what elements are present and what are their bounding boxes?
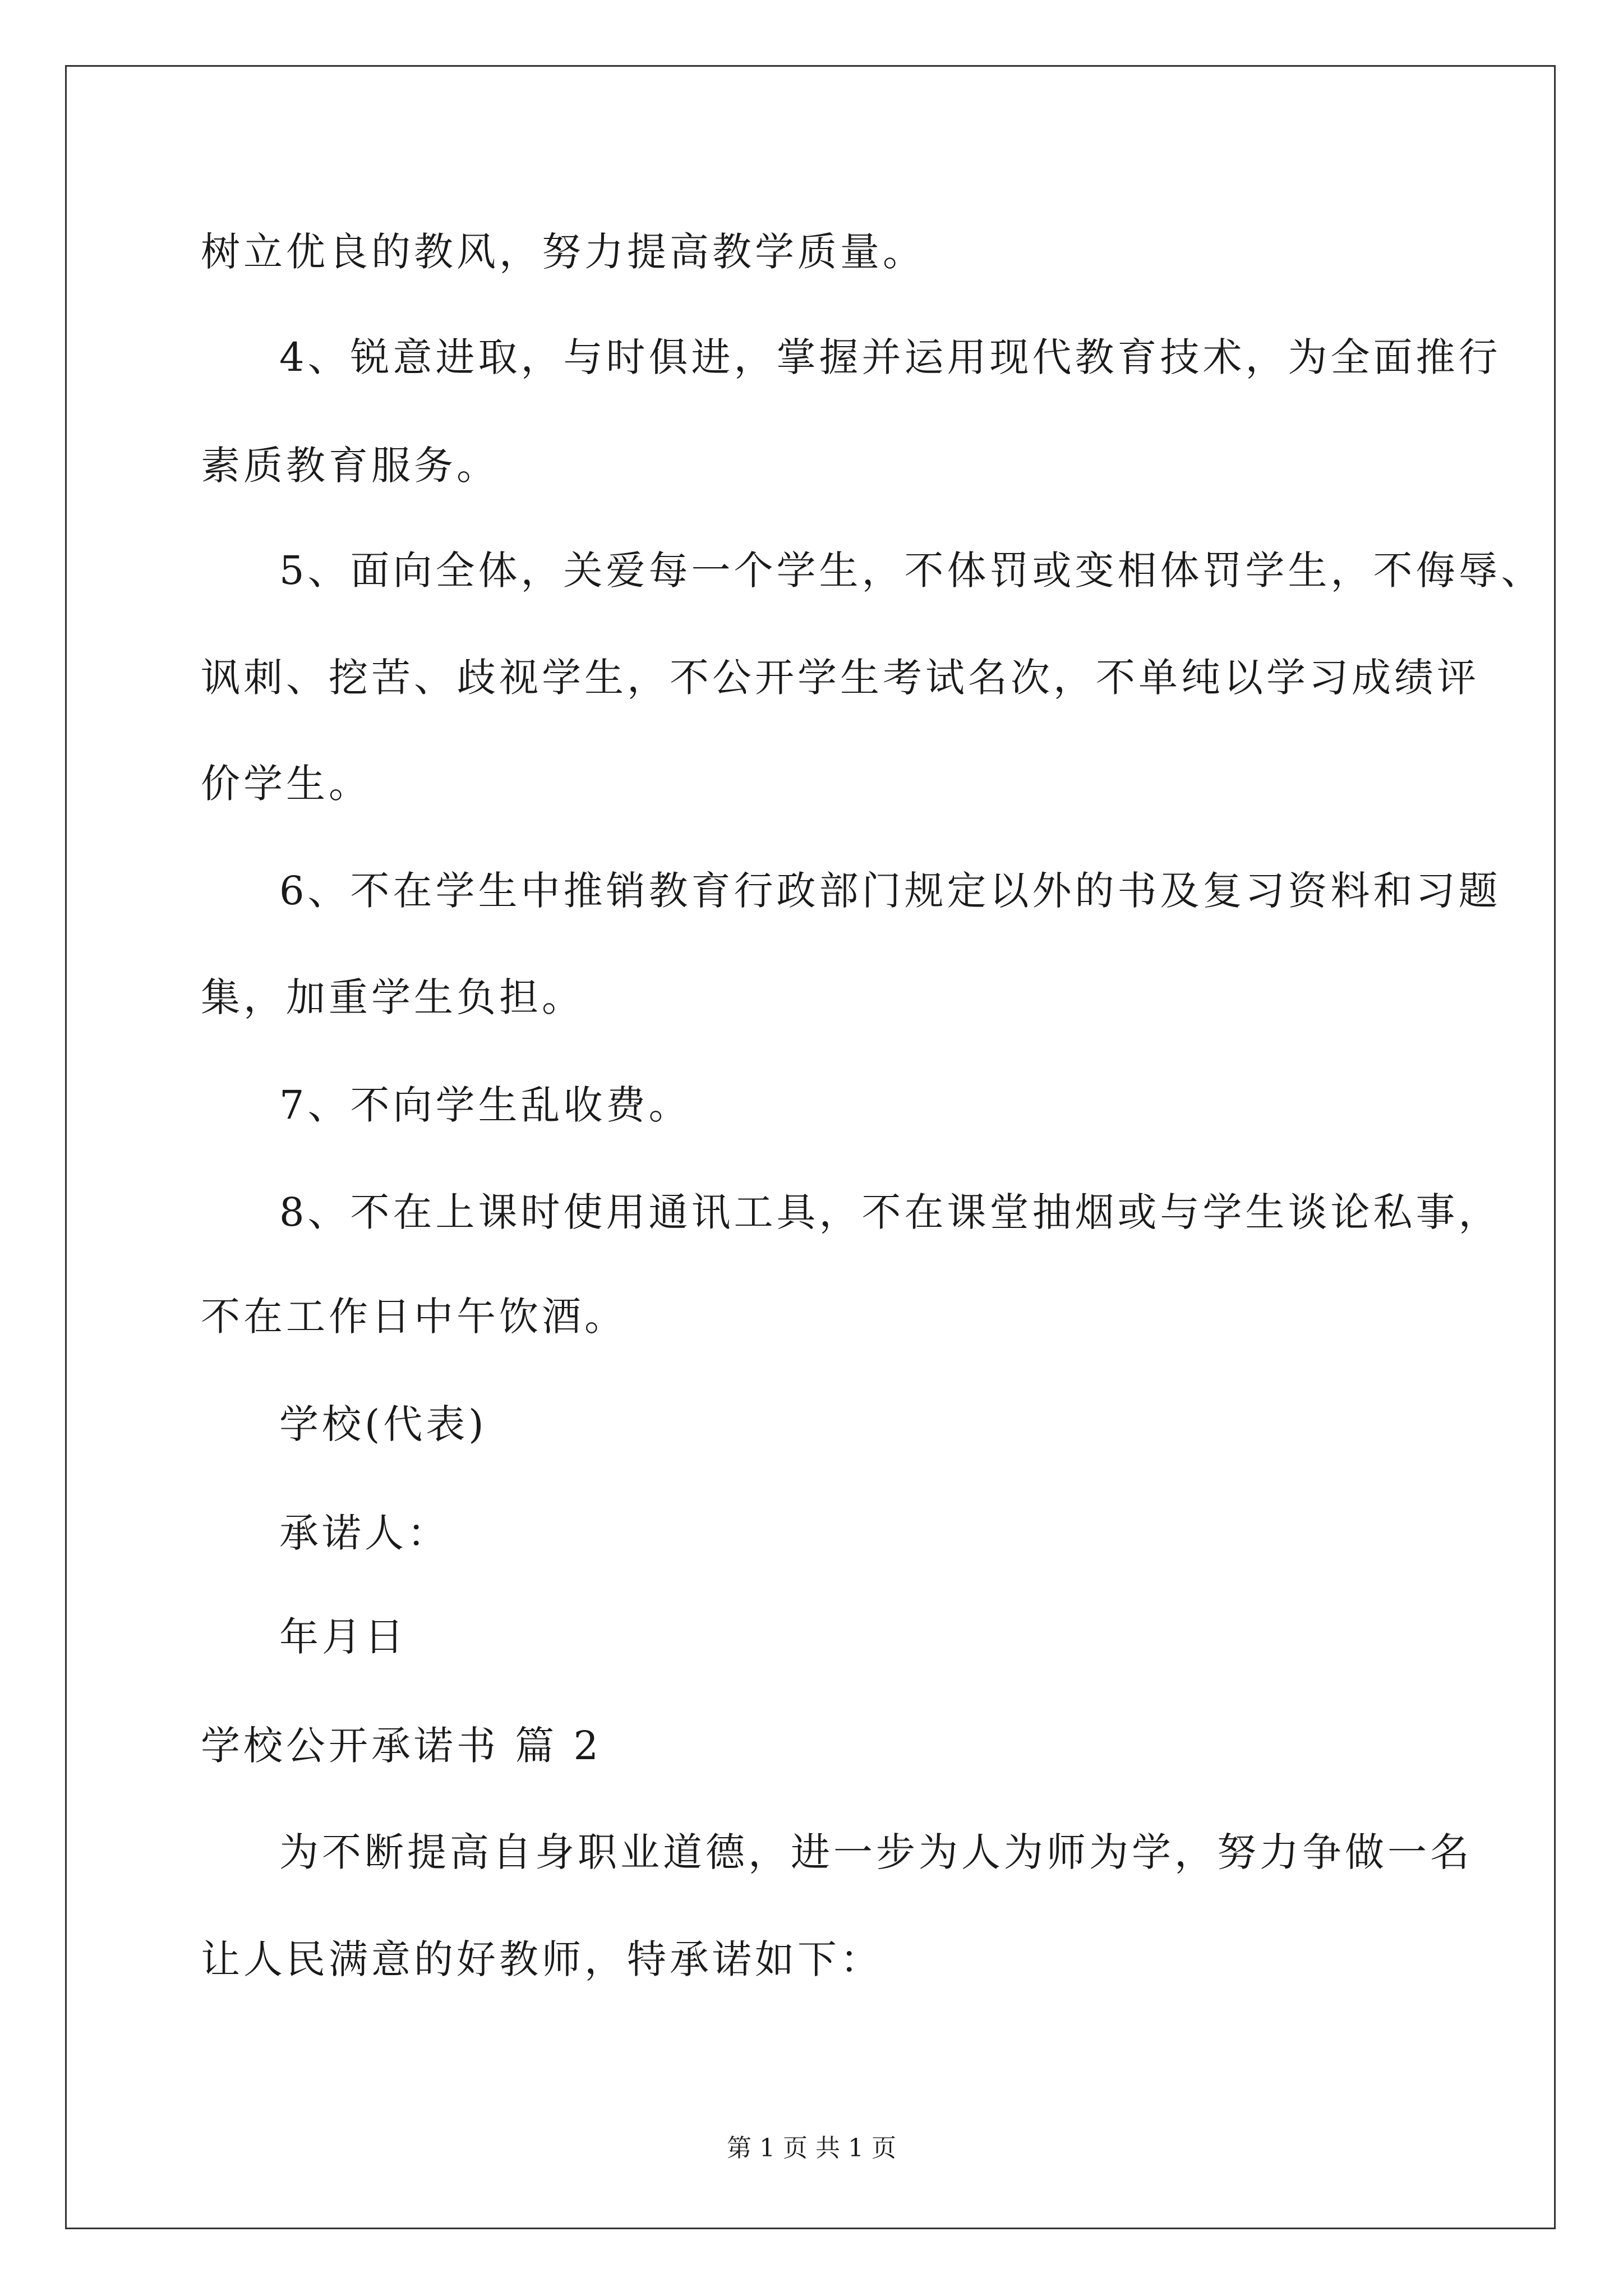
text-line: 为不断提高自身职业道德，进一步为人为师为学，努力争做一名 bbox=[279, 1829, 1473, 1875]
text-line: 5、面向全体，关爱每一个学生，不体罚或变相体罚学生，不侮辱、 bbox=[279, 547, 1544, 593]
text-line: 素质教育服务。 bbox=[201, 443, 499, 489]
text-line: 集，加重学生负担。 bbox=[201, 974, 584, 1020]
page-border bbox=[65, 65, 1556, 2229]
text-line: 让人民满意的好教师，特承诺如下： bbox=[201, 1936, 883, 1982]
text-line: 价学生。 bbox=[201, 761, 371, 807]
page-footer: 第 1 页 共 1 页 bbox=[727, 2134, 896, 2162]
text-line: 讽刺、挖苦、歧视学生，不公开学生考试名次，不单纯以学习成绩评 bbox=[201, 655, 1479, 701]
text-line: 7、不向学生乱收费。 bbox=[279, 1082, 691, 1128]
text-line: 不在工作日中午饮酒。 bbox=[201, 1294, 627, 1340]
text-line: 承诺人： bbox=[279, 1510, 450, 1556]
text-line: 4、锐意进取，与时俱进，掌握并运用现代教育技术，为全面推行 bbox=[279, 334, 1501, 380]
section-heading: 学校公开承诺书 篇 2 bbox=[201, 1723, 602, 1769]
text-line: 树立优良的教风，努力提高教学质量。 bbox=[201, 229, 925, 275]
text-line: 6、不在学生中推销教育行政部门规定以外的书及复习资料和习题 bbox=[279, 868, 1501, 914]
text-line: 年月日 bbox=[279, 1614, 407, 1660]
text-line: 学校(代表) bbox=[279, 1401, 487, 1447]
text-line: 8、不在上课时使用通讯工具，不在课堂抽烟或与学生谈论私事， bbox=[279, 1189, 1501, 1235]
